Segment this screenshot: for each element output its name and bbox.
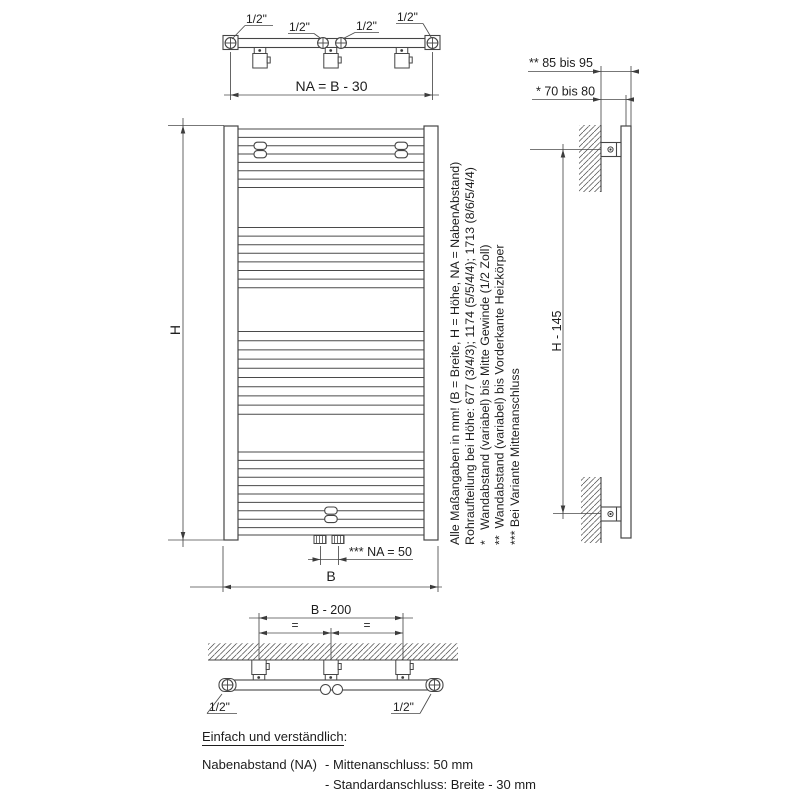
footer-notes [202, 729, 536, 792]
top-view-wall-brackets [253, 48, 412, 69]
footer-term: Nabenabstand (NA) [202, 757, 317, 772]
bottom-view-wall-brackets [252, 660, 413, 681]
width-label: B [326, 568, 336, 584]
right-vertical-tube [424, 126, 438, 540]
side-view-tube [621, 126, 631, 538]
valve-icon [429, 680, 440, 691]
valve-icon [222, 680, 233, 691]
top-view-collector-bar [238, 39, 425, 48]
half-inch-label: 1/2" [397, 10, 418, 24]
bottom-view-half-inch-leaders [207, 694, 431, 714]
valve-icon [336, 38, 347, 49]
equal-spacing-label: = [363, 618, 371, 632]
center-connection-right [333, 685, 343, 695]
note-line-3: * Wandabstand (variabel) bis Mitte Gewinde (1/2 Zoll) [478, 244, 492, 545]
half-inch-label: 1/2" [209, 700, 230, 714]
bottom-view [207, 603, 458, 714]
height-label: H [167, 324, 183, 336]
valve-icon [427, 38, 438, 49]
na50-label: *** NA = 50 [349, 545, 412, 559]
top-view-half-inch-leaders [232, 10, 432, 39]
half-inch-label: 1/2" [246, 12, 267, 26]
wall-distance-front-label: ** 85 bis 95 [529, 56, 593, 70]
wall-distance-thread-label: * 70 bis 80 [536, 84, 596, 99]
side-view [528, 56, 639, 543]
side-view-bracket-bottom [601, 507, 621, 521]
half-inch-label: 1/2" [356, 19, 377, 33]
half-inch-label: 1/2" [289, 20, 310, 34]
notes-rotated [448, 162, 522, 545]
bottom-view-collector-bar [227, 680, 435, 690]
front-view [167, 118, 442, 592]
wall-hatch-top [579, 125, 601, 192]
na50-dimension [308, 545, 413, 565]
footer-definition-1: - Mittenanschluss: 50 mm [325, 757, 474, 772]
bracket-spacing-label: H - 145 [550, 310, 564, 352]
left-vertical-tube [224, 126, 238, 540]
half-inch-label: 1/2" [393, 700, 414, 714]
footer-heading: Einfach und verständlich: [202, 729, 348, 744]
center-connection-stubs [314, 536, 344, 544]
footer-definition-2: - Standardanschluss: Breite - 30 mm [325, 777, 536, 792]
side-view-bracket-top [601, 143, 621, 157]
wall-hatch-band [208, 643, 458, 660]
top-view [223, 10, 440, 100]
note-line-2: Rohraufteilung bei Höhe: 677 (3/4/3); 1174 (5/5/4/4); 1713 (8/6/5/4/4) [463, 167, 477, 545]
front-view-clamps [254, 142, 408, 522]
equal-spacing-label: = [291, 618, 299, 632]
height-dimension [167, 118, 224, 547]
bracket-spacing-dimension [550, 144, 565, 519]
na-formula-label: NA = B - 30 [295, 78, 368, 94]
note-line-1: Alle Maßangaben in mm! (B = Breite, H = Höhe, NA = NabenAbstand) [448, 161, 462, 545]
valve-icon [318, 38, 329, 49]
b200-label: B - 200 [310, 603, 352, 617]
wall-distance-thread-dimension [532, 85, 634, 127]
note-line-5: *** Bei Variante Mittenanschluss [508, 368, 522, 545]
valve-icon [225, 38, 236, 49]
wall-hatch-bottom [581, 477, 601, 543]
radiator-rungs [238, 129, 424, 528]
note-line-4: ** Wandabstand (variabel) bis Vorderkante Heizkörper [492, 244, 507, 545]
center-connection-left [321, 685, 331, 695]
